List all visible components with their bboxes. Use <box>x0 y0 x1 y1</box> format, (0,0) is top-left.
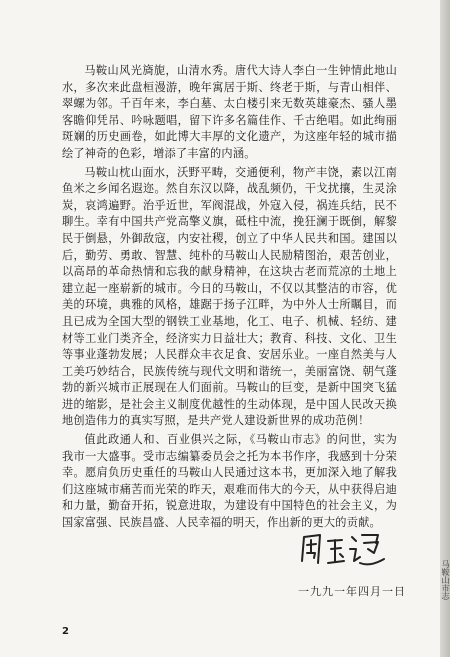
edge-text: 马鞍山市志 <box>441 560 450 600</box>
paragraph-history: 马鞍山枕山面水，沃野平畴，交通便利，物产丰饶，素以江南鱼米之乡闻名遐迩。然自东汉以降，战乱频仍，干戈扰攘，生灵涂炭，哀鸿遍野。治乎近世，军阀混战，外寇入侵，祸连兵结，民不聊生。幸有中国共产党高擎义旗，砥柱中流，挽狂澜于既倒，解黎民于倒悬，外御敌寇，内安社稷，创立了中华人民共和国。建国以后，勤劳、勇敢、智慧、纯朴的马鞍山人民励精图治，艰苦创业，以高昂的革命热情和忘我的献身精神，在这块古老而荒凉的土地上建立起一座崭新的城市。今日的马鞍山，不仅以其整洁的市容，优美的环境，典雅的风格，雄踞于扬子江畔，为中外人士所瞩目，而且已成为全国大型的钢铁工业基地，化工、电子、机械、轻纺、建材等工业门类齐全，经济实力日益壮大；教育、科技、文化、卫生等事业蓬勃发展；人民群众丰衣足食、安居乐业。一座自然美与人工美巧妙结合，民族传统与现代文明和谐统一，美丽富饶、朝气蓬勃的新兴城市正展现在人们面前。马鞍山的巨变，是新中国突飞猛进的缩影，是社会主义制度优越性的生动体现，是中国人民改天换地创造伟力的真实写照，是共产党人建设新世界的成功范例！ <box>62 165 397 428</box>
handwritten-signature <box>298 527 388 569</box>
preface-body <box>62 63 397 532</box>
signature-scribble <box>298 527 388 569</box>
preface-date: 一九九一年四月一日 <box>298 585 406 598</box>
page-number: 2 <box>62 626 69 637</box>
paragraph-scenery: 马鞍山风光旖旎，山清水秀。唐代大诗人李白一生钟情此地山水，多次来此盘桓漫游，晚年寓居于斯、终老于斯，与青山相伴、翠螺为邻。千百年来，李白墓、太白楼引来无数英雄豪杰、骚人墨客瞻仰凭吊、吟咏题唱，留下许多名篇佳作、千古绝唱。如此绚丽斑斓的历史画卷，如此博大丰厚的文化遗产，为这座年轻的城市描绘了神奇的色彩，增添了丰富的内涵。 <box>62 64 397 160</box>
paragraph-closing: 值此政通人和、百业俱兴之际，《马鞍山市志》的问世，实为我市一大盛事。受市志编纂委员会之托为本书作序，我感到十分荣幸。愿肩负历史重任的马鞍山人民通过这本书，更加深入地了解我们这座城市痛苦而光荣的昨天，艰难而伟大的今天，从中获得启迪和力量，勤奋开拓，锐意进取，为建设有中国特色的社会主义，为国家富强、民族昌盛、人民幸福的明天，作出新的更大的贡献。 <box>62 433 397 530</box>
book-edge <box>440 0 450 657</box>
